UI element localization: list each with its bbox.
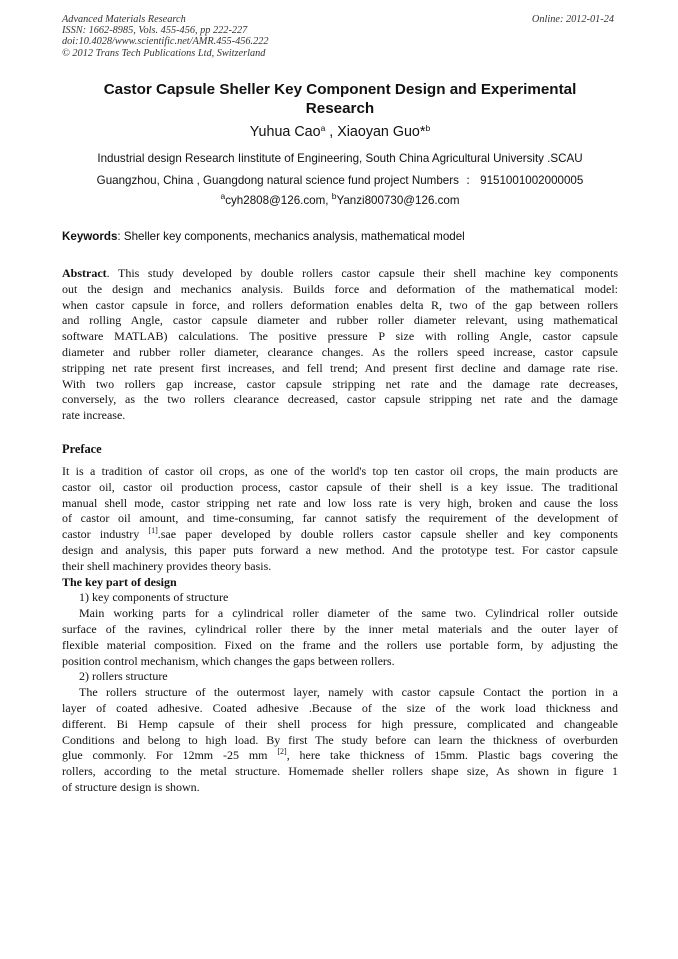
abstract-line: conversely, as the two rollers clearance decreased, castor capsule stripping net rate and the damage <box>62 392 618 407</box>
design-para2-line: of structure design is shown. <box>62 779 200 794</box>
preface-line: castor industry [1].sae paper developed by double rollers castor capsule sheller and key components <box>62 526 618 542</box>
abstract-line: stripping net rate present first increases, and fell trend; And present first decline and damage rate rise. <box>62 360 618 375</box>
design-para1-line: surface of the ravines, cylindrical roller there by the inner metal materials and the outer layer of <box>62 621 618 636</box>
abstract-line: Abstract. This study developed by double rollers castor capsule their shell machine key components <box>62 266 618 280</box>
author-1-sup: a <box>320 123 326 133</box>
email-b: Yanzi800730@126.com <box>336 194 460 207</box>
preface-line: manual shell mode, castor stripping net rate and low loss rate is very high, broken and cause the loss <box>62 495 618 510</box>
abstract-line: With two rollers gap increase, castor capsule stripping net rate and the damage rate decreases, <box>62 376 618 391</box>
preface-line: their shell machinery provides theory basis. <box>62 558 272 573</box>
preface-section <box>62 442 618 458</box>
copyright-line: © 2012 Trans Tech Publications Ltd, Switzerland <box>62 47 266 59</box>
email-a-sup: a <box>220 191 226 201</box>
abstract-line: and rolling Angle, castor capsule diameter and rubber roller diameter relevant, using mathematical <box>62 313 618 328</box>
design-para2-line: different. Bi Hemp capsule of their shell process for high pressure, complicated and changeable <box>62 716 618 731</box>
preface-line: design and analysis, this paper puts forward a new method. And the prototype test. For castor capsule <box>62 542 618 557</box>
design-para2-line: layer of coated adhesive. Coated adhesive .Because of the size of the work load thickness and <box>62 700 618 715</box>
online-date: Online: 2012-01-24 <box>531 14 614 25</box>
paper-title <box>62 80 618 118</box>
journal-header <box>62 14 618 59</box>
design-para2-line: Conditions and belong to high load. By first The study before can learn the thickness of overburden <box>62 732 618 747</box>
design-para2-line: glue commonly. For 12mm -25 mm [2], here take thickness of 15mm. Plastic bags covering the <box>62 747 618 763</box>
affiliation-line-2: Guangzhou, China , Guangdong natural science fund project Numbers ： 9151001002000005 <box>96 174 584 187</box>
author-emails <box>62 193 618 209</box>
keywords-text: : Sheller key components, mechanics analysis, mathematical model <box>117 230 465 243</box>
abstract-line: out the design and mechanics analysis. Builds force and deformation of the mathematical model: <box>62 281 618 296</box>
abstract-label: Abstract <box>62 266 107 280</box>
author-2: Xiaoyan Guo* <box>337 124 426 140</box>
email-b-sup: b <box>331 191 337 201</box>
issn-line: ISSN: 1662-8985, Vols. 455-456, pp 222-227 <box>62 25 248 37</box>
citation-1: [1] <box>148 526 158 536</box>
preface-heading: Preface <box>62 442 102 456</box>
citation-2: [2] <box>277 747 287 757</box>
preface-line: of castor oil amount, and time-consuming, far cannot satisfy the requirement of the development of <box>62 511 618 526</box>
affiliation <box>62 148 618 192</box>
abstract-line: diameter and rubber roller diameter, clearance changes. As the rollers speed increase, castor capsule <box>62 344 618 359</box>
author-separator: , <box>325 124 338 140</box>
design-para2-line: The rollers structure of the outermost layer, namely with castor capsule Contact the portion in a <box>79 685 618 700</box>
doi-line: doi:10.4028/www.scientific.net/AMR.455-456.222 <box>62 36 269 48</box>
design-para1-line: position control mechanism, which changes the gaps between rollers. <box>62 653 395 668</box>
journal-name: Advanced Materials Research <box>62 14 186 25</box>
design-para1-line: Main working parts for a cylindrical roller diameter of the same two. Cylindrical roller outside <box>79 606 618 621</box>
keywords-label: Keywords <box>62 230 118 243</box>
title-line-2: Research <box>305 100 375 117</box>
abstract-line: software MATLAB) calculations. The positive pressure P size with rolling Angle, castor capsule <box>62 329 618 344</box>
author-2-sup: b <box>425 123 431 133</box>
preface-line: It is a tradition of castor oil crops, as one of the world's top ten castor oil crops, the main products are <box>62 464 618 478</box>
subsection-2-heading: 2) rollers structure <box>79 669 168 684</box>
abstract-line: when castor capsule in force, and rollers deformation enables delta R, two of the gap between rollers <box>62 297 618 312</box>
author-1: Yuhua Cao <box>249 124 321 140</box>
design-para1-line: flexible material composition. Fixed on the frame and the rollers use portable form, by adjusting the <box>62 637 618 652</box>
abstract <box>62 266 618 424</box>
design-para2-line: rollers, according to the metal structure. Homemade sheller rollers shape size, As shown in figure 1 <box>62 764 618 779</box>
affiliation-line-1: Industrial design Research Iinstitute of Engineering, South China Agricultural University .SCAU <box>97 152 583 165</box>
keywords <box>62 229 618 245</box>
design-heading: The key part of design <box>62 574 177 589</box>
preface-body <box>62 464 618 796</box>
email-a: cyh2808@126.com, <box>225 194 332 207</box>
preface-line: castor oil, castor oil production process, castor capsule of their shell is a key issue. The traditional <box>62 479 618 494</box>
subsection-1-heading: 1) key components of structure <box>79 590 229 605</box>
title-line-1: Castor Capsule Sheller Key Component Design and Experimental <box>103 81 577 98</box>
author-list <box>62 123 618 141</box>
abstract-line: rate increase. <box>62 408 126 423</box>
